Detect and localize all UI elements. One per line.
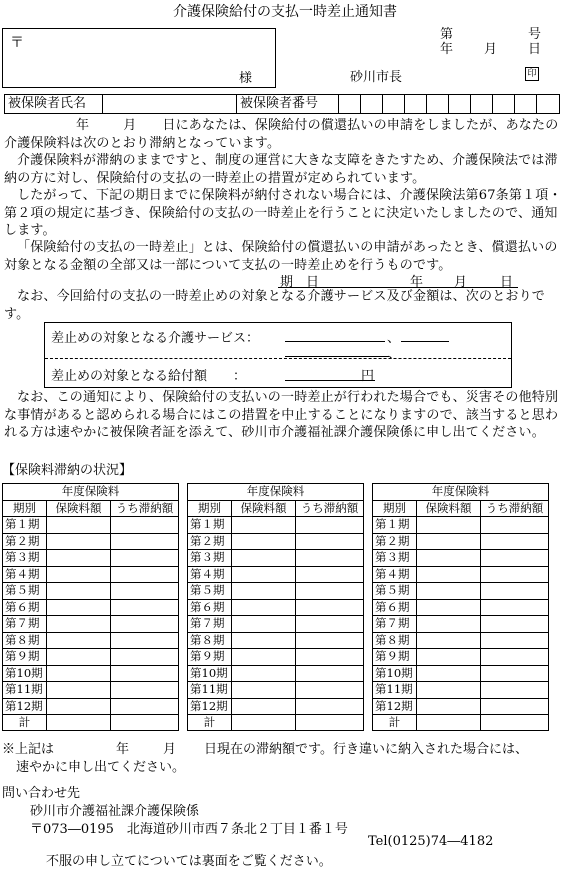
premium-cell bbox=[47, 632, 111, 649]
arrears-cell bbox=[296, 517, 364, 534]
premium-cell bbox=[232, 682, 296, 699]
document-title: 介護保険給付の支払一時差止通知書 bbox=[173, 4, 397, 20]
box-divider bbox=[45, 358, 511, 359]
period-cell: 第５期 bbox=[3, 583, 47, 600]
arrears-table bbox=[372, 483, 549, 731]
table-row bbox=[3, 632, 179, 649]
premium-cell bbox=[232, 599, 296, 616]
arrears-table bbox=[187, 483, 364, 731]
table-row bbox=[188, 550, 364, 567]
table-row bbox=[373, 698, 549, 715]
amount-label: 差止めの対象となる給付額 ： bbox=[51, 369, 247, 384]
table-row bbox=[3, 649, 179, 666]
period-cell: 第10期 bbox=[373, 665, 417, 682]
honorific-sama: 様 bbox=[239, 71, 253, 86]
insured-number-digit bbox=[427, 95, 449, 113]
arrears-cell bbox=[111, 533, 179, 550]
col-premium-header: 保険料額 bbox=[417, 500, 481, 517]
premium-cell bbox=[417, 632, 481, 649]
suspension-box bbox=[44, 322, 512, 388]
arrears-cell bbox=[296, 616, 364, 633]
total-arrears-cell bbox=[296, 715, 364, 731]
arrears-table bbox=[2, 483, 179, 731]
premium-cell bbox=[47, 517, 111, 534]
table-row bbox=[188, 682, 364, 699]
note-year: 年 bbox=[116, 742, 130, 757]
mayor-label: 砂川市長 bbox=[350, 70, 403, 85]
arrears-cell bbox=[111, 649, 179, 666]
period-cell: 第６期 bbox=[3, 599, 47, 616]
period-cell: 第４期 bbox=[3, 566, 47, 583]
table-row bbox=[373, 616, 549, 633]
premium-cell bbox=[47, 649, 111, 666]
table-row bbox=[188, 665, 364, 682]
table-row bbox=[3, 566, 179, 583]
premium-cell bbox=[232, 649, 296, 666]
deadline-label: 期 日 bbox=[280, 275, 320, 290]
table-row bbox=[373, 599, 549, 616]
arrears-cell bbox=[111, 698, 179, 715]
premium-cell bbox=[417, 517, 481, 534]
amount-yen: 円 bbox=[361, 369, 375, 384]
col-period-header: 期別 bbox=[373, 500, 417, 517]
arrears-cell bbox=[481, 550, 549, 567]
premium-cell bbox=[417, 698, 481, 715]
period-cell: 第２期 bbox=[373, 533, 417, 550]
table-row bbox=[188, 583, 364, 600]
service-blank-2 bbox=[401, 341, 449, 342]
month-label: 月 bbox=[484, 42, 498, 57]
premium-cell bbox=[232, 517, 296, 534]
note-prefix: ※上記は bbox=[2, 742, 55, 757]
period-cell: 第６期 bbox=[188, 599, 232, 616]
paragraph-decision: したがって、下記の期日までに保険料が納付されない場合には、介護保険法第67条第１項・第２項の規定に基づき、保険給付の支払の一時差止を行うことに決定いたしましたので、通知します。 bbox=[4, 188, 562, 238]
table-row bbox=[3, 517, 179, 534]
period-cell: 第６期 bbox=[373, 599, 417, 616]
premium-cell bbox=[417, 665, 481, 682]
total-row bbox=[188, 715, 364, 731]
premium-cell bbox=[47, 698, 111, 715]
arrears-cell bbox=[111, 665, 179, 682]
table-row bbox=[3, 698, 179, 715]
total-label: 計 bbox=[373, 715, 417, 731]
table-row bbox=[373, 517, 549, 534]
table-row bbox=[373, 566, 549, 583]
table-row bbox=[188, 698, 364, 715]
period-cell: 第２期 bbox=[3, 533, 47, 550]
total-premium-cell bbox=[232, 715, 296, 731]
period-cell: 第12期 bbox=[188, 698, 232, 715]
table-row bbox=[188, 517, 364, 534]
total-premium-cell bbox=[47, 715, 111, 731]
table-row bbox=[373, 583, 549, 600]
contact-address: 〒073―0195 北海道砂川市西７条北２丁目１番１号 bbox=[30, 822, 348, 837]
col-period-header: 期別 bbox=[3, 500, 47, 517]
col-premium-header: 保険料額 bbox=[47, 500, 111, 517]
period-cell: 第８期 bbox=[188, 632, 232, 649]
arrears-cell bbox=[296, 550, 364, 567]
arrears-cell bbox=[296, 665, 364, 682]
col-arrears-header: うち滞納額 bbox=[296, 500, 364, 517]
period-cell: 第５期 bbox=[188, 583, 232, 600]
premium-cell bbox=[47, 682, 111, 699]
paragraph-notice: なお、この通知により、保険給付の支払いの一時差止が行われた場合でも、災害その他特別な事情があると認められる場合にはこの措置を中止することになりますので、該当すると思われる方は速やかに被保険者証を添えて、砂川市介護福祉課介護保険係に申し出てください。 bbox=[4, 390, 559, 440]
premium-cell bbox=[47, 599, 111, 616]
period-cell: 第３期 bbox=[373, 550, 417, 567]
period-cell: 第３期 bbox=[3, 550, 47, 567]
arrears-cell bbox=[481, 599, 549, 616]
table-row bbox=[3, 665, 179, 682]
arrears-cell bbox=[296, 599, 364, 616]
arrears-cell bbox=[481, 649, 549, 666]
premium-cell bbox=[417, 599, 481, 616]
insured-number-digit bbox=[515, 95, 537, 113]
insured-number-digit bbox=[471, 95, 493, 113]
table-row bbox=[188, 649, 364, 666]
premium-cell bbox=[417, 616, 481, 633]
day-label: 日 bbox=[528, 42, 542, 57]
arrears-cell bbox=[111, 599, 179, 616]
para1-year: 年 bbox=[76, 118, 90, 133]
period-cell: 第４期 bbox=[373, 566, 417, 583]
total-label: 計 bbox=[3, 715, 47, 731]
premium-cell bbox=[47, 566, 111, 583]
period-cell: 第12期 bbox=[373, 698, 417, 715]
premium-cell bbox=[232, 665, 296, 682]
premium-cell bbox=[232, 583, 296, 600]
premium-cell bbox=[232, 550, 296, 567]
premium-cell bbox=[417, 583, 481, 600]
arrears-cell bbox=[296, 583, 364, 600]
premium-cell bbox=[47, 533, 111, 550]
premium-cell bbox=[47, 583, 111, 600]
period-cell: 第７期 bbox=[188, 616, 232, 633]
period-cell: 第２期 bbox=[188, 533, 232, 550]
premium-cell bbox=[232, 616, 296, 633]
paragraph-target: なお、今回給付の支払の一時差止めの対象となる介護サービス及び金額は、次のとおりです。 bbox=[4, 289, 546, 322]
period-cell: 第11期 bbox=[3, 682, 47, 699]
insured-name-label: 被保険者氏名 bbox=[5, 95, 103, 113]
paragraph-definition: 「保険給付の支払の一時差止」とは、保険給付の償還払いの申請があったとき、償還払いの対象となる金額の全部又は一部について支払の一時差止めを行うものです。 bbox=[4, 240, 558, 273]
arrears-cell bbox=[111, 632, 179, 649]
total-label: 計 bbox=[188, 715, 232, 731]
period-cell: 第11期 bbox=[373, 682, 417, 699]
premium-cell bbox=[417, 682, 481, 699]
table-row bbox=[188, 616, 364, 633]
arrears-cell bbox=[481, 533, 549, 550]
arrears-cell bbox=[111, 583, 179, 600]
col-premium-header: 保険料額 bbox=[232, 500, 296, 517]
period-cell: 第５期 bbox=[373, 583, 417, 600]
insured-number-digit bbox=[537, 95, 559, 113]
no-label: 第 bbox=[440, 27, 454, 42]
arrears-cell bbox=[481, 616, 549, 633]
arrears-cell bbox=[111, 517, 179, 534]
insured-number-digit bbox=[405, 95, 427, 113]
address-box bbox=[2, 28, 276, 88]
table-row bbox=[188, 599, 364, 616]
premium-cell bbox=[232, 533, 296, 550]
note-month: 月 bbox=[163, 742, 177, 757]
table-year-header: 年度保険料 bbox=[3, 484, 179, 501]
note-line-2: 速やかに申し出てください。 bbox=[16, 760, 186, 775]
arrears-cell bbox=[481, 632, 549, 649]
table-row bbox=[373, 665, 549, 682]
col-period-header: 期別 bbox=[188, 500, 232, 517]
table-row bbox=[373, 550, 549, 567]
table-row bbox=[373, 632, 549, 649]
period-cell: 第４期 bbox=[188, 566, 232, 583]
arrears-cell bbox=[296, 632, 364, 649]
table-row bbox=[373, 533, 549, 550]
period-cell: 第10期 bbox=[3, 665, 47, 682]
insured-number-digit bbox=[361, 95, 383, 113]
period-cell: 第１期 bbox=[188, 517, 232, 534]
table-row bbox=[3, 599, 179, 616]
postal-mark: 〒 bbox=[10, 35, 24, 51]
table-row bbox=[188, 566, 364, 583]
table-row bbox=[3, 583, 179, 600]
deadline-day: 日 bbox=[500, 275, 514, 290]
deadline-line bbox=[278, 271, 518, 288]
period-cell: 第８期 bbox=[373, 632, 417, 649]
total-arrears-cell bbox=[481, 715, 549, 731]
para1-month: 月 bbox=[123, 118, 137, 133]
total-arrears-cell bbox=[111, 715, 179, 731]
insured-name-field bbox=[103, 95, 237, 113]
table-row bbox=[3, 533, 179, 550]
insured-number-digit bbox=[339, 95, 361, 113]
period-cell: 第７期 bbox=[3, 616, 47, 633]
table-row bbox=[3, 616, 179, 633]
period-cell: 第１期 bbox=[373, 517, 417, 534]
arrears-cell bbox=[296, 566, 364, 583]
total-row bbox=[373, 715, 549, 731]
arrears-cell bbox=[481, 517, 549, 534]
premium-cell bbox=[417, 649, 481, 666]
year-label: 年 bbox=[440, 42, 454, 57]
paragraph-system: 介護保険料が滞納のままですと、制度の運営に大きな支障をきたすため、介護保険法では滞納の方に対し、保険給付の支払の一時差止の措置が定められています。 bbox=[4, 153, 558, 186]
contact-title: 問い合わせ先 bbox=[2, 786, 81, 801]
premium-cell bbox=[232, 566, 296, 583]
insured-info-row bbox=[4, 94, 560, 114]
arrears-cell bbox=[481, 566, 549, 583]
arrears-cell bbox=[111, 616, 179, 633]
arrears-cell bbox=[296, 698, 364, 715]
note-line-1 bbox=[2, 738, 528, 757]
period-cell: 第９期 bbox=[3, 649, 47, 666]
arrears-cell bbox=[111, 682, 179, 699]
table-row bbox=[3, 682, 179, 699]
arrears-cell bbox=[296, 533, 364, 550]
table-row bbox=[188, 533, 364, 550]
arrears-cell bbox=[296, 649, 364, 666]
go-label: 号 bbox=[528, 27, 542, 42]
contact-tel: Tel(0125)74―4182 bbox=[368, 834, 494, 849]
premium-cell bbox=[417, 566, 481, 583]
arrears-cell bbox=[481, 698, 549, 715]
deadline-year: 年 bbox=[410, 275, 424, 290]
arrears-cell bbox=[296, 682, 364, 699]
col-arrears-header: うち滞納額 bbox=[111, 500, 179, 517]
insured-number-digit bbox=[383, 95, 405, 113]
period-cell: 第11期 bbox=[188, 682, 232, 699]
service-label: 差止めの対象となる介護サービス： bbox=[51, 331, 260, 346]
table-row bbox=[3, 550, 179, 567]
period-cell: 第１期 bbox=[3, 517, 47, 534]
arrears-cell bbox=[481, 583, 549, 600]
appeal-note: 不服の申し立てについては裏面をご覧ください。 bbox=[46, 854, 332, 869]
contact-dept: 砂川市介護福祉課介護保険係 bbox=[30, 804, 200, 819]
section-title: 【保険料滞納の状況】 bbox=[2, 463, 133, 478]
insured-number-label: 被保険者番号 bbox=[237, 95, 339, 113]
period-cell: 第７期 bbox=[373, 616, 417, 633]
period-cell: 第３期 bbox=[188, 550, 232, 567]
table-year-header: 年度保険料 bbox=[373, 484, 549, 501]
arrears-cell bbox=[111, 566, 179, 583]
para1-text: 日にあなたは、保険給付の償還払いの申請をしましたが、あなたの介護保険料は次のとおり滞納となっています。 bbox=[4, 118, 559, 151]
period-cell: 第９期 bbox=[188, 649, 232, 666]
total-premium-cell bbox=[417, 715, 481, 731]
premium-cell bbox=[417, 533, 481, 550]
period-cell: 第10期 bbox=[188, 665, 232, 682]
col-arrears-header: うち滞納額 bbox=[481, 500, 549, 517]
service-blank-1 bbox=[285, 341, 385, 342]
table-row bbox=[373, 649, 549, 666]
total-row bbox=[3, 715, 179, 731]
service-blank-3 bbox=[285, 356, 389, 357]
premium-cell bbox=[47, 665, 111, 682]
insured-number-digit bbox=[493, 95, 515, 113]
paragraph-application bbox=[4, 117, 566, 152]
premium-cell bbox=[47, 550, 111, 567]
period-cell: 第12期 bbox=[3, 698, 47, 715]
insured-number-digit bbox=[449, 95, 471, 113]
seal-mark: 印 bbox=[525, 67, 539, 81]
period-cell: 第８期 bbox=[3, 632, 47, 649]
arrears-cell bbox=[481, 665, 549, 682]
period-cell: 第９期 bbox=[373, 649, 417, 666]
service-comma-2: 、 bbox=[388, 347, 402, 362]
premium-cell bbox=[232, 632, 296, 649]
premium-cell bbox=[417, 550, 481, 567]
deadline-month: 月 bbox=[454, 275, 468, 290]
table-year-header: 年度保険料 bbox=[188, 484, 364, 501]
premium-cell bbox=[232, 698, 296, 715]
service-comma-1: 、 bbox=[387, 331, 401, 346]
premium-cell bbox=[47, 616, 111, 633]
arrears-cell bbox=[481, 682, 549, 699]
note-text: 日現在の滞納額です。行き違いに納入された場合には、 bbox=[204, 742, 529, 757]
arrears-cell bbox=[111, 550, 179, 567]
table-row bbox=[188, 632, 364, 649]
table-row bbox=[373, 682, 549, 699]
